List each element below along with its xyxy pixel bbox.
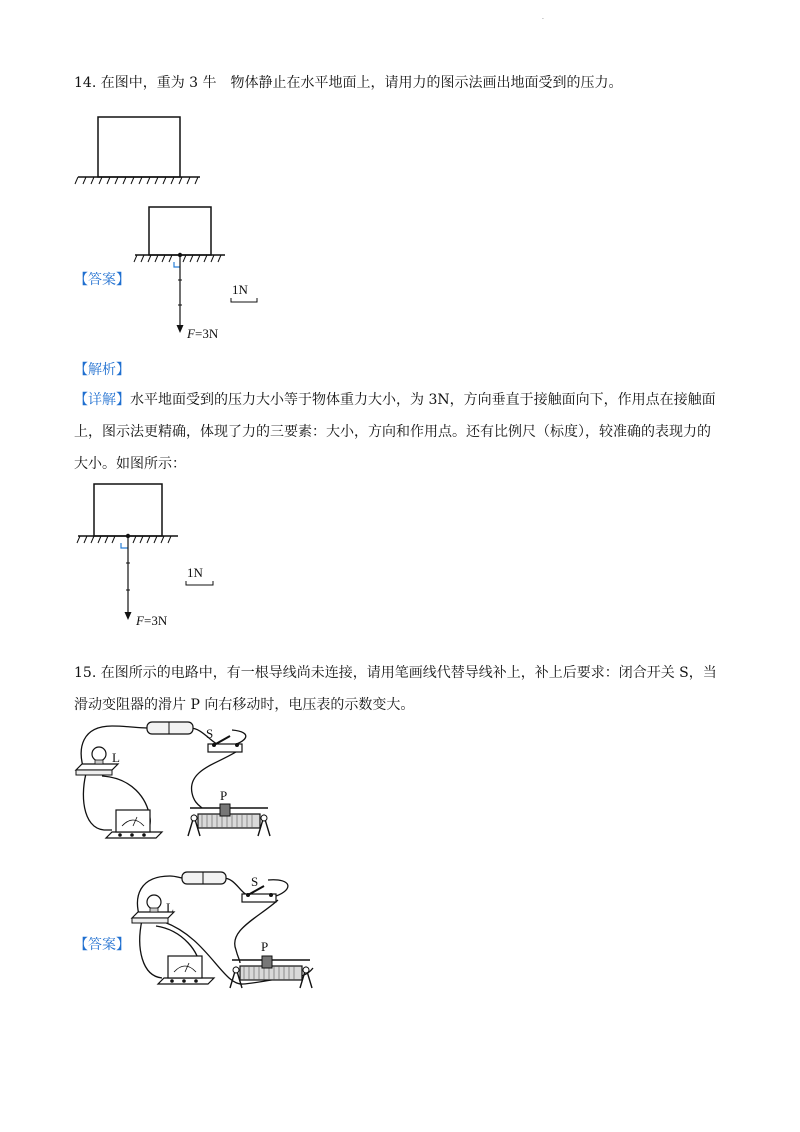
- lamp-label: L: [166, 900, 174, 915]
- slider-label: P: [220, 788, 228, 803]
- q15-answer-figure: [128, 868, 323, 996]
- force-label-symbol: F: [136, 613, 144, 628]
- wire: [223, 878, 250, 896]
- q14-answer-figure: [125, 205, 275, 345]
- q15-answer-tag: 【答案】: [74, 937, 130, 953]
- rheostat: [188, 804, 270, 836]
- right-angle-mark: [174, 262, 180, 267]
- q15-question-line2: 滑动变阻器的滑片 P 向右移动时，电压表的示数变大。: [74, 697, 415, 713]
- q14-detail: [74, 384, 724, 480]
- q14-detail-figure: [70, 480, 230, 630]
- right-angle-mark: [121, 543, 128, 548]
- slider-label: P: [261, 939, 269, 954]
- switch-label: S: [206, 726, 214, 741]
- q14-detail-line3: 大小。如图所示：: [74, 456, 186, 472]
- lamp-label: L: [112, 750, 120, 765]
- scale-bar: [231, 298, 257, 302]
- battery: [182, 872, 226, 884]
- scale-label: 1N: [187, 565, 203, 580]
- q14-answer-tag: 【答案】: [74, 272, 130, 288]
- rheostat: [230, 956, 312, 988]
- scale-label: 1N: [232, 282, 248, 297]
- q15-circuit-figure: [72, 718, 282, 848]
- ground-hatching: [75, 177, 198, 184]
- voltmeter: [158, 956, 214, 984]
- q15-question-line1: 15. 在图所示的电路中，有一根导线尚未连接，请用笔画线代替导线补上，补上后要求：闭合开关 S，当: [74, 665, 717, 681]
- battery: [147, 722, 193, 734]
- wire: [140, 920, 162, 978]
- block: [94, 484, 162, 536]
- switch: [242, 886, 276, 902]
- force-label-value: =3N: [195, 326, 219, 341]
- wire: [83, 770, 112, 830]
- q14-detail-tag: 【详解】: [74, 392, 130, 408]
- q14-question: 14. 在图中，重为 3 牛 物体静止在水平地面上，请用力的图示法画出地面受到的压力。: [74, 75, 623, 91]
- ground-hatching: [77, 536, 171, 543]
- scale-bar: [186, 581, 213, 585]
- switch-label: S: [251, 874, 259, 889]
- block: [98, 117, 180, 177]
- q15-question: [74, 657, 724, 721]
- wire: [192, 748, 242, 808]
- block: [149, 207, 211, 255]
- page-mark: .: [542, 14, 544, 21]
- ground-hatching: [134, 255, 221, 262]
- wire: [235, 900, 278, 963]
- force-arrow-head: [125, 612, 132, 620]
- force-label-value: =3N: [144, 613, 168, 628]
- voltmeter: [106, 810, 162, 838]
- q14-analysis-tag: 【解析】: [74, 362, 130, 378]
- force-label-symbol: F: [187, 326, 195, 341]
- q14-detail-line2: 上，图示法更精确，体现了力的三要素：大小，方向和作用点。还有比例尺（标度），较准确的表现力的: [74, 424, 711, 440]
- q14-detail-line1: 水平地面受到的压力大小等于物体重力大小，为 3N，方向垂直于接触面向下，作用点在接触面: [130, 392, 716, 408]
- force-arrow-head: [177, 325, 184, 333]
- q14-question-figure: [70, 112, 210, 192]
